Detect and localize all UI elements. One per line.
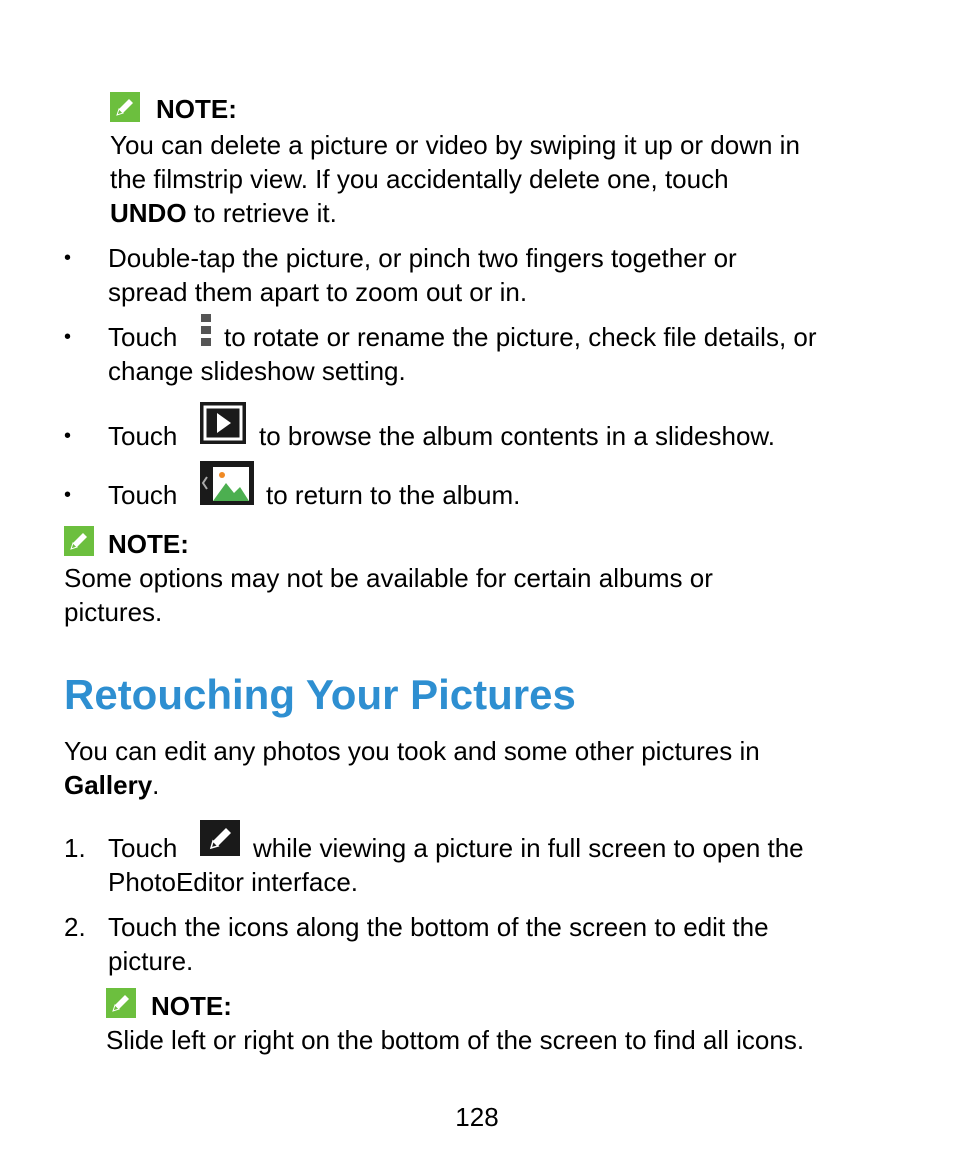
bullet-text-line: Double-tap the picture, or pinch two fingers together or xyxy=(108,243,737,273)
undo-label: UNDO xyxy=(110,198,187,228)
bullet-marker: • xyxy=(64,326,72,348)
intro-text-end: . xyxy=(152,770,160,800)
note-icon xyxy=(106,984,136,1018)
bullet-marker: • xyxy=(64,484,72,506)
step-number: 2. xyxy=(64,912,86,942)
note-text-rest: to retrieve it. xyxy=(186,198,337,228)
note-text-line: the filmstrip view. If you accidentally delete one, touch xyxy=(110,164,729,194)
note-text-line: Slide left or right on the bottom of the screen to find all icons. xyxy=(106,1025,805,1055)
section-heading: Retouching Your Pictures xyxy=(64,671,576,718)
bullet-text-post: to browse the album contents in a slideshow. xyxy=(259,421,775,451)
note-label: NOTE: xyxy=(108,529,189,559)
bullet-text-line: change slideshow setting. xyxy=(108,356,406,386)
note-label: NOTE: xyxy=(151,991,232,1021)
step-text-line: Touch the icons along the bottom of the screen to edit the xyxy=(108,912,769,942)
step-number: 1. xyxy=(64,833,86,863)
intro-text-line xyxy=(64,768,159,802)
bullet-text-pre: Touch xyxy=(108,322,178,352)
note-text-line: Some options may not be available for certain albums or xyxy=(64,563,713,593)
more-vert-icon xyxy=(200,312,212,356)
step-text-pre: Touch xyxy=(108,833,178,863)
page-number: 128 xyxy=(455,1102,499,1132)
bullet-marker: • xyxy=(64,247,72,269)
bullet-text-line: spread them apart to zoom out or in. xyxy=(108,277,528,307)
note-text-line: You can delete a picture or video by swiping it up or down in xyxy=(110,130,800,160)
bullet-text-post: to rotate or rename the picture, check file details, or xyxy=(224,322,817,352)
note-text-line: pictures. xyxy=(64,597,163,627)
pencil-icon xyxy=(200,820,240,864)
note-icon xyxy=(110,88,140,122)
play-icon xyxy=(200,402,246,452)
bullet-text-post: to return to the album. xyxy=(266,480,521,510)
note-text-line xyxy=(110,196,337,230)
step-text-line: PhotoEditor interface. xyxy=(108,867,359,897)
note-label: NOTE: xyxy=(156,94,237,124)
gallery-icon xyxy=(200,461,254,513)
gallery-label: Gallery xyxy=(64,770,153,800)
bullet-text-pre: Touch xyxy=(108,480,178,510)
intro-text-line: You can edit any photos you took and some other pictures in xyxy=(64,736,760,766)
bullet-text-pre: Touch xyxy=(108,421,178,451)
bullet-marker: • xyxy=(64,425,72,447)
step-text-post: while viewing a picture in full screen to open the xyxy=(253,833,804,863)
step-text-line: picture. xyxy=(108,946,194,976)
note-icon xyxy=(64,522,94,556)
